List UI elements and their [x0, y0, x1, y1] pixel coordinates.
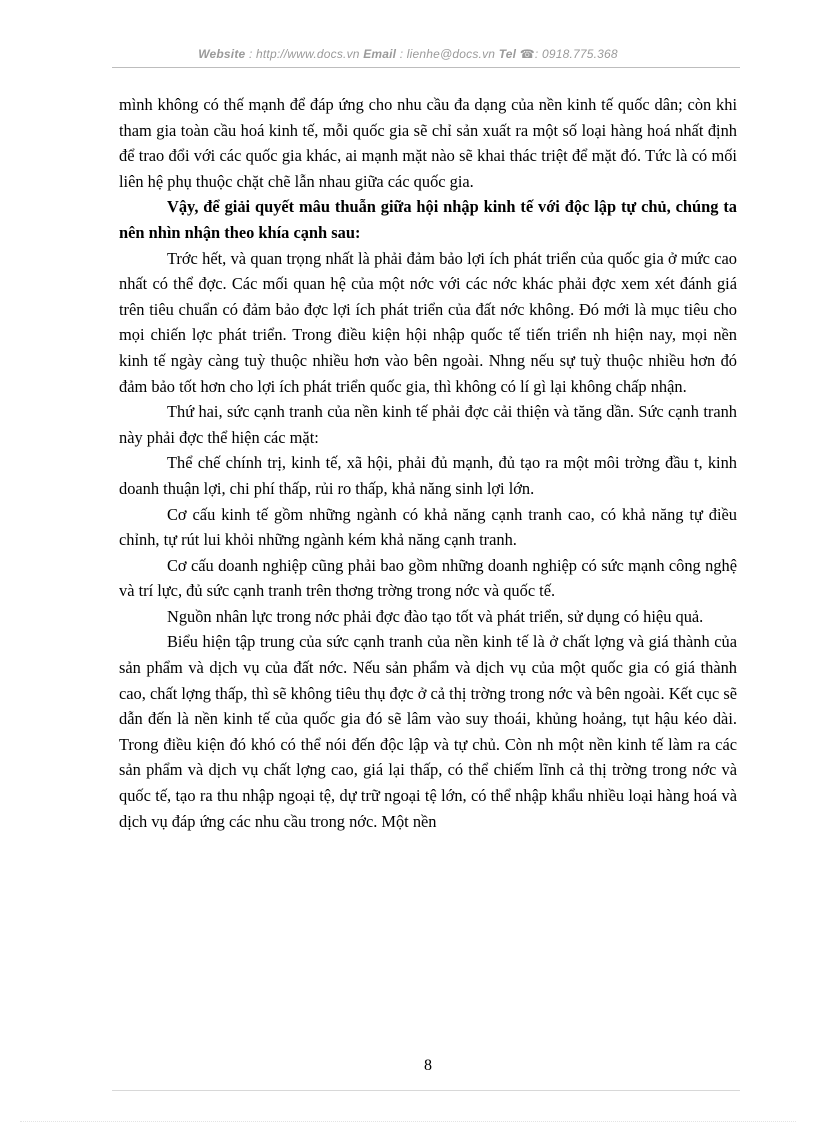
paragraph: Thứ hai, sức cạnh tranh của nền kinh tế phải đợc cải thiện và tăng dần. Sức cạnh tranh này phải đợc thể hiện các mặt:: [119, 402, 737, 447]
paragraph: Cơ cấu kinh tế gồm những ngành có khả năng cạnh tranh cao, có khả năng tự điều chỉnh, tự rút lui khỏi những ngành kém khả năng cạnh tranh.: [119, 504, 737, 550]
website-value: : http://www.docs.vn: [245, 47, 364, 61]
paragraph: Nguồn nhân lực trong nớc phải đợc đào tạo tốt và phát triển, sử dụng có hiệu quả.: [167, 606, 704, 626]
website-label: Website: [198, 47, 246, 61]
page-bottom-border: [20, 1121, 796, 1122]
email-label: Email: [363, 47, 397, 61]
bold-heading-paragraph: Vậy, để giải quyết mâu thuẫn giữa hội nhập kinh tế với độc lập tự chủ, chúng ta nên nhìn nhận theo khía cạnh sau:: [119, 197, 737, 242]
paragraph: Trớc hết, và quan trọng nhất là phải đảm bảo lợi ích phát triển của quốc gia ở mức cao nhất có thể đợc. Các mối quan hệ của một nớc với các nớc khác phải đợc xem xét đánh giá trên tiêu chuẩn có đảm bảo đợc lợi ích phát triển của đất nớc không. Đó mới là mục tiêu cho mọi chiến lợc phát triển. Trong điều kiện hội nhập quốc tế tiến triển nh hiện nay, mọi nền kinh tế ngày càng tuỳ thuộc nhiều hơn vào bên ngoài. Nhng nếu sự tuỳ thuộc nhiều hơn đó đảm bảo tốt hơn cho lợi ích phát triển quốc gia, thì không có lí gì lại không chấp nhận.: [119, 248, 737, 396]
tel-label: Tel: [498, 47, 517, 61]
header-divider: [112, 67, 740, 68]
tel-value: ☎: 0918.775.368: [516, 47, 618, 61]
paragraph: Cơ cấu doanh nghiệp cũng phải bao gồm những doanh nghiệp có sức mạnh công nghệ và trí lực, đủ sức cạnh tranh trên thơng trờng trong nớc và quốc tế.: [119, 555, 737, 601]
page-number: 8: [424, 1057, 432, 1074]
page-header: [0, 47, 816, 61]
email-value: : lienhe@docs.vn: [396, 47, 499, 61]
paragraph: Thể chế chính trị, kinh tế, xã hội, phải đủ mạnh, đủ tạo ra một môi trờng đầu t, kinh doanh thuận lợi, chi phí thấp, rủi ro thấp, khả năng sinh lợi lớn.: [119, 453, 737, 498]
document-body: [119, 92, 737, 834]
paragraph: Biểu hiện tập trung của sức cạnh tranh của nền kinh tế là ở chất lợng và giá thành của sản phẩm và dịch vụ của đất nớc. Nếu sản phẩm và dịch vụ của một quốc gia có giá thành cao, chất lợng thấp, thì sẽ không tiêu thụ đợc ở cả thị trờng trong nớc và bên ngoài. Kết cục sẽ dẫn đến là nền kinh tế của quốc gia đó sẽ lâm vào suy thoái, khủng hoảng, tụt hậu kéo dài. Trong điều kiện đó khó có thể nói đến độc lập và tự chủ. Còn nh một nền kinh tế làm ra các sản phẩm và dịch vụ chất lợng cao, giá lại thấp, có thể chiếm lĩnh cả thị trờng trong nớc và quốc tế, tạo ra thu nhập ngoại tệ, dự trữ ngoại tệ lớn, có thể nhập khẩu nhiều loại hàng hoá và dịch vụ đáp ứng các nhu cầu trong nớc. Một nền: [119, 632, 737, 831]
footer-divider: [112, 1090, 740, 1091]
paragraph: mình không có thế mạnh để đáp ứng cho nhu cầu đa dạng của nền kinh tế quốc dân; còn khi tham gia toàn cầu hoá kinh tế, mỗi quốc gia sẽ chỉ sản xuất ra một số loại hàng hoá nhất định để trao đổi với các quốc gia khác, ai mạnh mặt nào sẽ khai thác triệt để mặt đó. Tức là có mối liên hệ phụ thuộc chặt chẽ lẫn nhau giữa các quốc gia.: [119, 95, 737, 191]
